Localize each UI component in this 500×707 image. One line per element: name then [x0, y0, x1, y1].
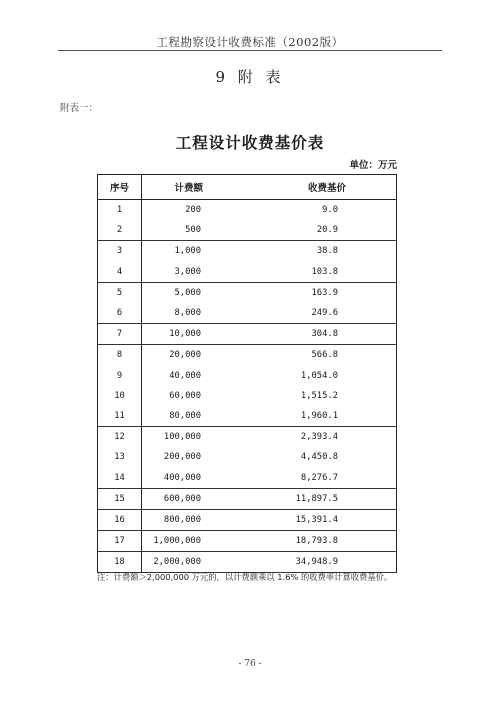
row-fee: 1,960.1	[271, 406, 397, 427]
column-header-no: 序号	[98, 175, 142, 200]
row-number: 16	[98, 509, 142, 530]
table-footnote: 注：计费额＞2,000,000 万元的，以计费额乘以 1.6% 的收费率计算收费基价。	[97, 572, 393, 582]
row-number: 4	[98, 262, 142, 283]
table-row	[98, 427, 397, 448]
header-rule	[58, 50, 442, 51]
row-fee: 34,948.9	[271, 552, 397, 573]
row-base-amount: 40,000	[169, 370, 201, 381]
row-base-amount: 60,000	[169, 390, 201, 401]
row-base-amount: 600,000	[142, 488, 272, 509]
row-base-amount: 20,000	[169, 350, 201, 361]
row-base-amount: 200,000	[163, 452, 201, 463]
row-base-amount: 400,000	[142, 467, 272, 488]
section-heading: 9 附 表	[215, 68, 285, 86]
row-number: 1	[98, 200, 142, 221]
row-number: 15	[98, 488, 142, 509]
row-fee: 20.9	[271, 220, 397, 241]
table-row	[98, 324, 397, 345]
row-fee: 2,393.4	[300, 432, 338, 443]
page-number: - 76 -	[238, 659, 262, 669]
table-row	[98, 200, 397, 221]
table-row	[98, 345, 397, 366]
row-fee: 11,897.5	[271, 488, 397, 509]
table-body	[98, 200, 397, 573]
row-number: 14	[98, 467, 142, 488]
table-row	[98, 447, 397, 467]
row-number: 13	[98, 447, 142, 467]
row-number: 3	[98, 241, 142, 262]
column-header-base: 计费额	[142, 175, 272, 200]
row-fee: 8,276.7	[271, 467, 397, 488]
row-base-amount: 8,000	[142, 303, 272, 324]
table-row	[98, 552, 397, 573]
table-row	[98, 262, 397, 283]
table-row	[98, 509, 397, 530]
row-number: 17	[98, 531, 142, 552]
column-header-fee: 收费基价	[271, 175, 397, 200]
row-base-amount: 1,000,000	[142, 531, 272, 552]
table-header-row	[98, 175, 397, 200]
table-row	[98, 366, 397, 386]
row-fee: 4,450.8	[300, 452, 338, 463]
table-row	[98, 282, 397, 303]
table-row	[98, 303, 397, 324]
fee-table	[97, 174, 397, 573]
row-number: 7	[98, 324, 142, 345]
table-row	[98, 488, 397, 509]
table-row	[98, 467, 397, 488]
table-row	[98, 220, 397, 241]
row-fee: 163.9	[311, 287, 338, 298]
row-fee: 15,391.4	[271, 509, 397, 530]
running-header: 工程勘察设计收费标准（2002版）	[156, 35, 344, 49]
row-base-amount: 5,000	[174, 287, 201, 298]
row-number: 2	[98, 220, 142, 241]
row-number: 5	[98, 282, 142, 303]
row-base-amount: 80,000	[142, 406, 272, 427]
table-row	[98, 386, 397, 406]
row-number: 10	[98, 386, 142, 406]
row-fee: 1,515.2	[300, 390, 338, 401]
row-fee: 304.8	[271, 324, 397, 345]
table-title: 工程设计收费基价表	[175, 134, 325, 152]
row-number: 11	[98, 406, 142, 427]
row-fee: 249.6	[271, 303, 397, 324]
row-fee: 566.8	[311, 350, 338, 361]
row-number: 12	[98, 427, 142, 448]
row-base-amount: 1,000	[174, 246, 201, 257]
row-fee: 103.8	[271, 262, 397, 283]
row-fee: 38.8	[316, 246, 338, 257]
row-fee: 18,793.8	[271, 531, 397, 552]
row-base-amount: 2,000,000	[142, 552, 272, 573]
appendix-label: 附表一：	[60, 103, 99, 114]
table-row	[98, 406, 397, 427]
row-fee: 9.0	[322, 205, 338, 216]
row-base-amount: 800,000	[142, 509, 272, 530]
row-number: 18	[98, 552, 142, 573]
unit-note: 单位：万元	[349, 160, 397, 171]
row-base-amount: 100,000	[163, 432, 201, 443]
row-number: 6	[98, 303, 142, 324]
row-base-amount: 200	[185, 205, 201, 216]
row-number: 9	[98, 366, 142, 386]
row-number: 8	[98, 345, 142, 366]
table-row	[98, 241, 397, 262]
row-base-amount: 500	[142, 220, 272, 241]
row-fee: 1,054.0	[300, 370, 338, 381]
table-row	[98, 531, 397, 552]
row-base-amount: 3,000	[142, 262, 272, 283]
row-base-amount: 10,000	[142, 324, 272, 345]
